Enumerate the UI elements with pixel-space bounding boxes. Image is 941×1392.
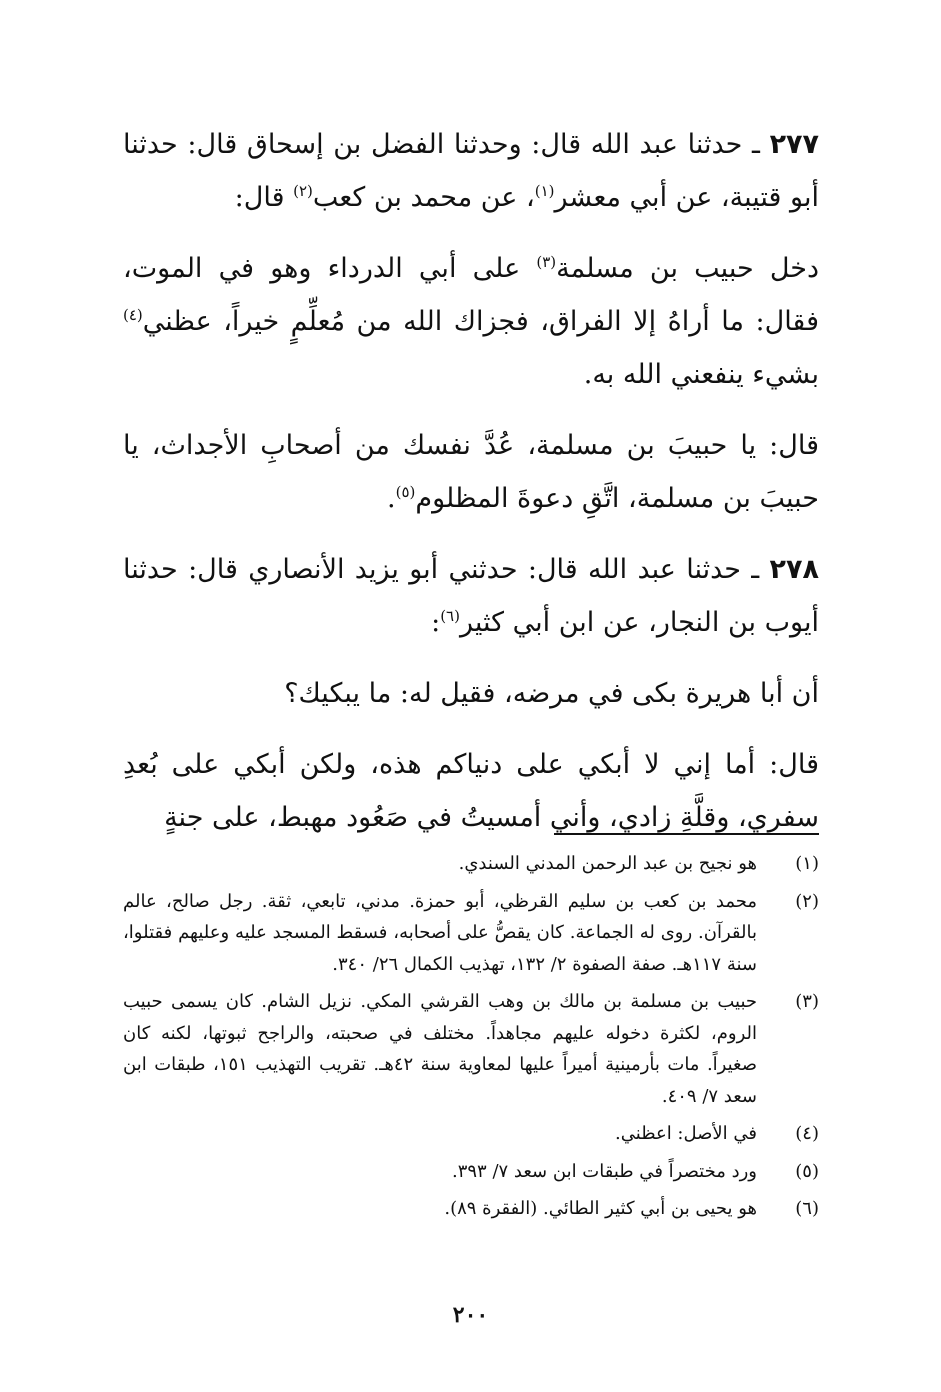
footnote-item	[123, 1193, 819, 1225]
footnote-ref: (٦)	[440, 607, 460, 625]
footnote-ref: (٣)	[536, 253, 557, 271]
hadith-277-isnad: ٢٧٧ ـ حدثنا عبد الله قال: وحدثنا الفضل بن إسحاق قال: حدثنا أبو قتيبة، عن أبي معشر$^{(١)}$، عن محمد بن كعب$^{(٢)}$ قال:	[123, 129, 820, 213]
footnote-text: حبيب بن مسلمة بن مالك بن وهب القرشي المكي. نزيل الشام. كان يسمى حبيب الروم، لكثرة دخوله عليهم مجاهداً. مختلف في صحبته، والراجح ثبوتها، لكنه كان صغيراً. مات بأرمينية أميراً عليها لمعاوية سنة ٤٢هـ. تقريب التهذيب ١٥١، طبقات ابن سعد ٧/ ٤٠٩.	[123, 991, 757, 1107]
footnote-text: محمد بن كعب بن سليم القرظي، أبو حمزة. مدني، تابعي، ثقة. رجل صالح، عالم بالقرآن. روى له الجماعة. كان يقصُّ على أصحابه، فسقط المسجد عليه وعليهم فقتلوا، سنة ١١٧هـ. صفة الصفوة ٢/ ١٣٢، تهذيب الكمال ٢٦/ ٣٤٠.	[123, 890, 757, 975]
footnotes	[123, 848, 819, 1231]
hadith-277-text-1: دخل حبيب بن مسلمة$^{(٣)}$ على أبي الدرداء وهو في الموت، فقال: ما أراهُ إلا الفراق، فجزاك الله من مُعلِّمٍ خيراً، عظني$^{(٤)}$ بشيء ينفعني الله به.	[123, 253, 819, 390]
main-text	[123, 118, 819, 844]
footnote-text: في الأصل: اعظني.	[615, 1123, 757, 1144]
footnote-ref: (٢)	[293, 182, 313, 200]
footnote-text: ورد مختصراً في طبقات ابن سعد ٧/ ٣٩٣.	[451, 1160, 757, 1182]
footnote-text: هو نجيح بن عبد الرحمن المدني السندي.	[458, 853, 757, 874]
hadith-number: ٢٧٨	[769, 554, 819, 585]
footnote-item	[123, 886, 819, 981]
footnote-number: (٢)	[795, 890, 819, 912]
hadith-number: ٢٧٧	[769, 129, 820, 160]
page-number: ٢٠٠	[452, 1302, 489, 1328]
footnote-number: (٦)	[795, 1198, 819, 1219]
hadith-278-text-1: أن أبا هريرة بكى في مرضه، فقيل له: ما يبكيك؟	[284, 678, 819, 709]
hadith-278-text-2: قال: أما إني لا أبكي على دنياكم هذه، ولكن أبكي على بُعدِ سفري، وقلَّةِ زادي، وأني أمسيتُ في صَعُود مهبط، على جنةٍ	[123, 749, 819, 833]
hadith-277-text-2: قال: يا حبيبَ بن مسلمة، عُدَّ نفسك من أصحابِ الأجداث، يا حبيبَ بن مسلمة، اتَّقِ دعوةَ المظلوم$^{(٥)}$.	[123, 430, 819, 514]
footnote-separator	[554, 833, 819, 835]
hadith-278-isnad: ٢٧٨ ـ حدثنا عبد الله قال: حدثني أبو يزيد الأنصاري قال: حدثنا أيوب بن النجار، عن ابن أبي كثير$^{(٦)}$:	[123, 554, 819, 638]
footnote-item	[123, 848, 819, 880]
footnote-item	[123, 1156, 819, 1188]
footnote-number: (٥)	[795, 1160, 819, 1182]
footnote-ref: (١)	[534, 182, 555, 200]
footnote-item	[123, 986, 819, 1112]
footnote-ref: (٤)	[123, 306, 143, 324]
footnote-item	[123, 1118, 819, 1150]
footnote-number: (١)	[795, 853, 819, 874]
footnote-text: هو يحيى بن أبي كثير الطائي. (الفقرة ٨٩).	[444, 1198, 757, 1219]
footnote-number: (٤)	[795, 1123, 819, 1144]
footnote-number: (٣)	[795, 991, 819, 1012]
footnote-ref: (٥)	[395, 483, 416, 501]
